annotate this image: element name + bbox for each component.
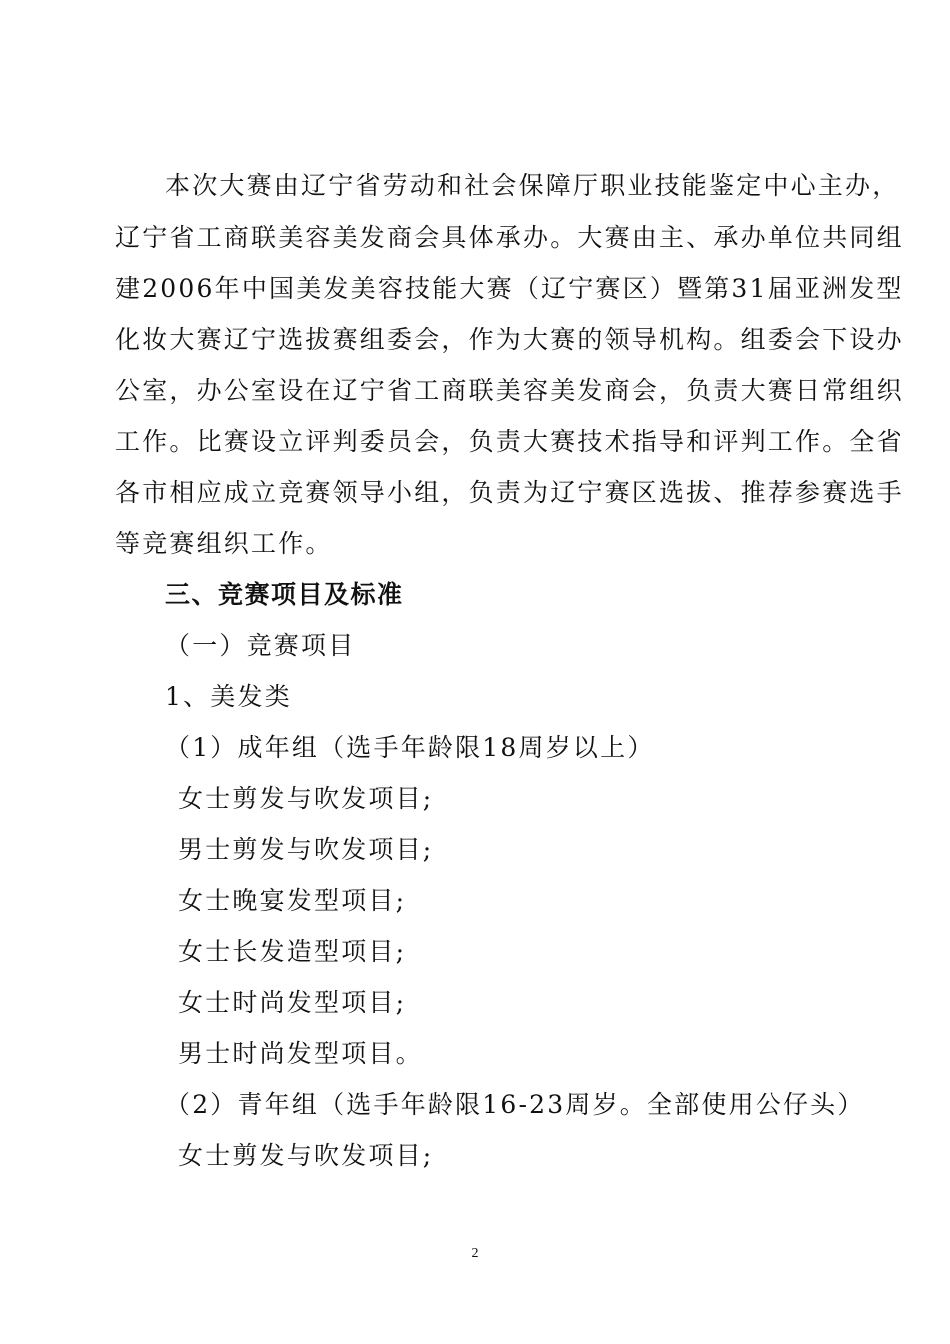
paragraph-line: 公室，办公室设在辽宁省工商联美容美发商会，负责大赛日常组织 [115, 376, 904, 405]
paragraph-line: 各市相应成立竞赛领导小组，负责为辽宁赛区选拔、推荐参赛选手 [115, 478, 904, 507]
list-item: 女士剪发与吹发项目; [178, 784, 434, 813]
section-heading: 三、竞赛项目及标准 [165, 580, 404, 609]
paragraph-line: 建2006年中国美发美容技能大赛（辽宁赛区）暨第31届亚洲发型 [115, 274, 904, 303]
subsection-heading: （一）竞赛项目 [165, 631, 356, 660]
paragraph-line: 化妆大赛辽宁选拔赛组委会，作为大赛的领导机构。组委会下设办 [115, 325, 904, 354]
list-item: 女士时尚发型项目; [178, 988, 407, 1017]
paragraph-line: 本次大赛由辽宁省劳动和社会保障厅职业技能鉴定中心主办， [165, 171, 900, 200]
paragraph-line: 等竞赛组织工作。 [115, 529, 333, 558]
paragraph-line: 辽宁省工商联美容美发商会具体承办。大赛由主、承办单位共同组 [115, 223, 904, 252]
page-number: 2 [471, 1246, 479, 1261]
group-title-adult: （1）成年组（选手年龄限18周岁以上） [165, 733, 655, 762]
category-heading: 1、美发类 [165, 682, 292, 711]
group-title-youth: （2）青年组（选手年龄限16-23周岁。全部使用公仔头） [165, 1090, 865, 1119]
list-item: 男士剪发与吹发项目; [178, 835, 434, 864]
list-item: 女士长发造型项目; [178, 937, 407, 966]
paragraph-line: 工作。比赛设立评判委员会，负责大赛技术指导和评判工作。全省 [115, 427, 904, 456]
list-item: 女士剪发与吹发项目; [178, 1141, 434, 1170]
list-item: 男士时尚发型项目。 [178, 1039, 423, 1068]
list-item: 女士晚宴发型项目; [178, 886, 407, 915]
